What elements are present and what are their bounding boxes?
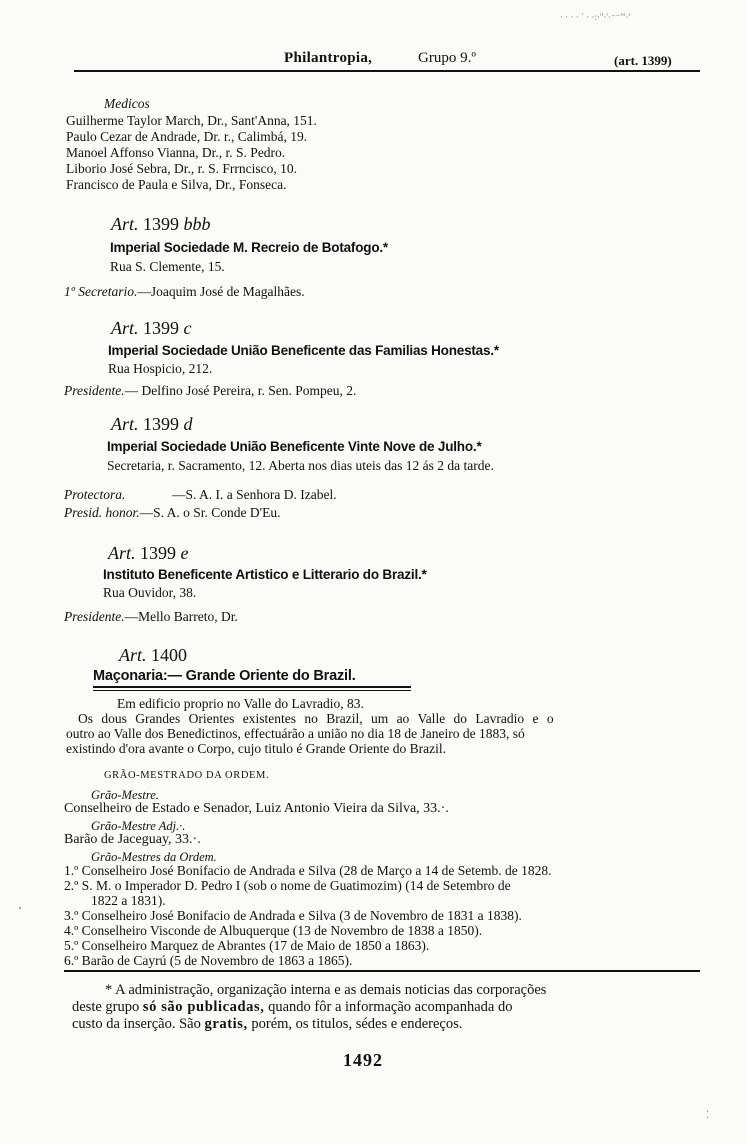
role-value: —S. A. o Sr. Conde D'Eu. [139, 505, 281, 520]
footnote-text: quando fôr a informação acompanhada do [264, 999, 513, 1015]
section-title: GRÃO-MESTRADO DA ORDEM. [104, 770, 270, 781]
medico-line: Paulo Cezar de Andrade, Dr. r., Calimbá, 19. [66, 129, 308, 144]
medico-line: Manoel Affonso Vianna, Dr., r. S. Pedro. [66, 145, 286, 160]
grao-mestres-label: Grão-Mestres da Ordem. [91, 850, 217, 864]
article-suffix: c [183, 318, 192, 338]
footnote-text: deste grupo [72, 999, 143, 1015]
entity-name-underline-2 [93, 690, 411, 691]
list-item: 1.º Conselheiro José Bonifacio de Andrada e Silva (28 de Março a 14 de Setemb. de 1828. [64, 863, 552, 878]
entity-name: Maçonaria:— Grande Oriente do Brazil. [93, 668, 356, 684]
role-label: Presid. honor. [64, 505, 140, 520]
role-value: —Mello Barreto, Dr. [124, 609, 238, 624]
article-label: Art. [108, 543, 136, 563]
entity-role [64, 609, 238, 625]
entity-name: Imperial Sociedade União Beneficente Vinte Nove de Julho.* [107, 439, 482, 454]
role-label: Protectora. [64, 487, 126, 502]
article-heading [119, 645, 187, 666]
article-label: Art. [111, 214, 139, 234]
role-value: —S. A. I. a Senhora D. Izabel. [172, 487, 337, 502]
medicos-heading: Medicos [104, 96, 150, 111]
footnote-rule [64, 970, 700, 972]
footnote-text: porém, os titulos, sédes e endereços. [247, 1016, 463, 1032]
grao-mestre-adj-label: Grão-Mestre Adj.·. [91, 819, 186, 833]
paragraph-line: outro ao Valle dos Benedictinos, effectuárão a união no dia 18 de Janeiro de 1883, só [66, 726, 525, 741]
medico-line: Francisco de Paula e Silva, Dr., Fonseca. [66, 177, 287, 192]
role-label: Presidente. [64, 609, 125, 624]
grao-mestre-adj-value: Barão de Jaceguay, 33.·. [64, 832, 201, 847]
medico-line: Liborio José Sebra, Dr., r. S. Frrncisco, 10. [66, 161, 297, 176]
article-number: 1399 [143, 214, 180, 234]
article-number: 1399 [143, 414, 180, 434]
footnote-emphasis: só são publicadas, [142, 999, 265, 1015]
article-heading [111, 318, 192, 339]
list-item: 5.º Conselheiro Marquez de Abrantes (17 de Maio de 1850 a 1863). [64, 938, 430, 953]
entity-address: Em edificio proprio no Valle do Lavradio, 83. [117, 696, 364, 711]
page-number: 1492 [343, 1050, 383, 1070]
entity-role [64, 487, 337, 503]
header-rule [74, 70, 700, 72]
list-item: 4.º Conselheiro Visconde de Albuquerque (13 de Novembro de 1838 a 1850). [64, 923, 483, 938]
role-label: Presidente. [64, 383, 125, 398]
article-number: 1399 [143, 318, 180, 338]
running-group: Grupo 9.º [418, 50, 476, 66]
article-label: Art. [119, 645, 147, 665]
article-number: 1400 [151, 645, 188, 665]
list-item: 3.º Conselheiro José Bonifacio de Andrada e Silva (3 de Novembro de 1831 a 1838). [64, 908, 522, 923]
entity-name: Imperial Sociedade União Beneficente das Familias Honestas.* [108, 343, 499, 358]
role-value: —Joaquim José de Magalhães. [137, 284, 305, 299]
entity-role [64, 383, 356, 399]
list-item: 6.º Barão de Cayrú (5 de Novembro de 1863 a 1865). [64, 953, 353, 968]
article-number: 1399 [140, 543, 177, 563]
list-item: 2.º S. M. o Imperador D. Pedro I (sob o nome de Guatimozim) (14 de Setembro de [64, 878, 511, 893]
footnote-line: * A administração, organização interna e as demais noticias das corporações [105, 982, 547, 998]
entity-address: Rua S. Clemente, 15. [110, 259, 225, 274]
article-heading [111, 414, 193, 435]
article-label: Art. [111, 318, 139, 338]
entity-address: Rua Hospicio, 212. [108, 361, 213, 376]
footnote-line [72, 1016, 462, 1033]
article-label: Art. [111, 414, 139, 434]
role-label: 1º Secretario. [64, 284, 138, 299]
paragraph-line: Os dous Grandes Orientes existentes no Brazil, um ao Valle do Lavradio e o [78, 711, 554, 726]
medico-line: Guilherme Taylor March, Dr., Sant'Anna, 151. [66, 113, 317, 128]
article-suffix: bbb [183, 214, 211, 234]
footnote-line [72, 999, 513, 1016]
margin-mark: ʹ [19, 905, 22, 917]
paragraph-line: existindo d'ora avante o Corpo, cujo titulo é Grande Oriente do Brazil. [66, 741, 446, 756]
margin-mark: ⁚ [706, 1110, 710, 1121]
article-heading [111, 214, 211, 235]
article-heading [108, 543, 189, 564]
role-value: — Delfino José Pereira, r. Sen. Pompeu, 2. [124, 383, 357, 398]
grao-mestre-value: Conselheiro de Estado e Senador, Luiz Antonio Vieira da Silva, 33.·. [64, 801, 449, 816]
running-title: Philantropia, [284, 50, 373, 66]
entity-name: Instituto Beneficente Artistico e Litterario do Brazil.* [103, 567, 427, 582]
entity-name-underline [93, 686, 411, 688]
running-article-ref: (art. 1399) [614, 53, 672, 68]
entity-address: Secretaria, r. Sacramento, 12. Aberta nos dias uteis das 12 ás 2 da tarde. [107, 458, 494, 473]
entity-name: Imperial Sociedade M. Recreio de Botafogo.* [110, 240, 388, 255]
scan-noise: · · · · ` · ·:·''·'·⁻⁻ʹ''·ʹ [560, 12, 631, 22]
list-item: 1822 a 1831). [91, 893, 166, 908]
grao-mestre-label: Grão-Mestre. [91, 788, 159, 802]
footnote-emphasis: gratis, [204, 1016, 248, 1032]
article-suffix: e [180, 543, 189, 563]
entity-address: Rua Ouvidor, 38. [103, 585, 197, 600]
entity-role [64, 284, 305, 300]
entity-role [64, 505, 280, 521]
article-suffix: d [183, 414, 193, 434]
footnote-text: custo da inserção. São [72, 1016, 205, 1032]
